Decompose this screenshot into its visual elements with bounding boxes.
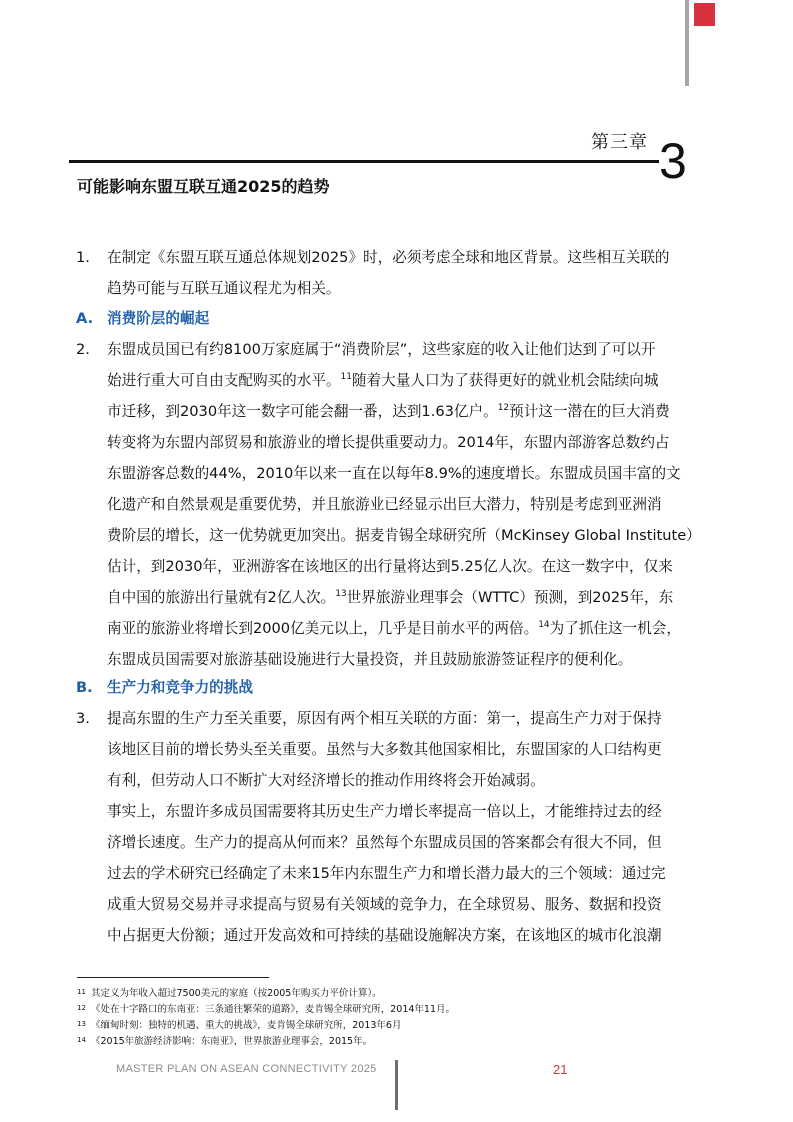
paragraph-line: 在制定《东盟互联互通总体规划2025》时，必须考虑全球和地区背景。这些相互关联的 bbox=[107, 249, 670, 266]
chapter-label: 第三章 bbox=[591, 132, 648, 153]
paragraph-line: 南亚的旅游业将增长到2000亿美元以上，几乎是目前水平的两倍。$^{14}$为了抓住这一机会， bbox=[107, 620, 681, 637]
red-corner-marker bbox=[694, 3, 715, 26]
page-number: 21 bbox=[553, 1062, 568, 1077]
paragraph-line: 东盟成员国需要对旅游基础设施进行大量投资，并且鼓励旅游签证程序的便利化。 bbox=[107, 651, 633, 668]
paragraph-line: 中占据更大份额；通过开发高效和可持续的基础设施解决方案，在该地区的城市化浪潮 bbox=[107, 927, 662, 944]
section-letter: A. bbox=[76, 310, 94, 327]
footnote: 13 《缅甸时刻：独特的机遇、重大的挑战》，麦肯锡全球研究所，2013年6月 bbox=[77, 1020, 402, 1031]
chapter-number: 3 bbox=[659, 133, 687, 189]
paragraph-line: 东盟成员国已有约8100万家庭属于“消费阶层”，这些家庭的收入让他们达到了可以开 bbox=[107, 341, 656, 358]
footnote-ref: 13 bbox=[335, 589, 347, 599]
top-decor-bar bbox=[685, 0, 689, 86]
paragraph-line: 化遗产和自然景观是重要优势，并且旅游业已经显示出巨大潜力，特别是考虑到亚洲消 bbox=[107, 496, 662, 513]
footer-divider-bar bbox=[395, 1060, 398, 1110]
paragraph-line: 始进行重大可自由支配购买的水平。$^{11}$随着大量人口为了获得更好的就业机会陆续向城 bbox=[107, 372, 659, 389]
paragraph-line: 费阶层的增长，这一优势就更加突出。据麦肯锡全球研究所（McKinsey Global Institute） bbox=[107, 527, 701, 544]
chapter-title: 可能影响东盟互联互通2025的趋势 bbox=[77, 177, 330, 196]
footnote-ref: 12 bbox=[497, 403, 510, 413]
footnote-divider bbox=[77, 977, 269, 978]
section-letter: B. bbox=[76, 679, 93, 696]
paragraph-line: 东盟游客总数的44%，2010年以来一直在以每年8.9%的速度增长。东盟成员国丰富的文 bbox=[107, 465, 681, 482]
section-title: 消费阶层的崛起 bbox=[107, 310, 210, 327]
paragraph-line: 事实上，东盟许多成员国需要将其历史生产力增长率提高一倍以上，才能维持过去的经 bbox=[107, 803, 662, 820]
footnote: 11 其定义为年收入超过7500美元的家庭（按2005年购买力平价计算）。 bbox=[77, 988, 382, 999]
paragraph-line: 有利，但劳动人口不断扩大对经济增长的推动作用终将会开始减弱。 bbox=[107, 772, 545, 789]
footnote-ref: 11 bbox=[340, 372, 352, 382]
paragraph-line: 济增长速度。生产力的提高从何而来？虽然每个东盟成员国的答案都会有很大不同，但 bbox=[107, 834, 662, 851]
paragraph-line: 成重大贸易交易并寻求提高与贸易有关领域的竞争力，在全球贸易、服务、数据和投资 bbox=[107, 896, 662, 913]
section-title: 生产力和竞争力的挑战 bbox=[107, 679, 253, 696]
chapter-title-rule bbox=[69, 160, 659, 163]
paragraph-number: 1. bbox=[76, 249, 90, 266]
footer-document-title: MASTER PLAN ON ASEAN CONNECTIVITY 2025 bbox=[116, 1063, 377, 1075]
paragraph-number: 2. bbox=[76, 341, 90, 358]
footnote: 14 《2015年旅游经济影响：东南亚》，世界旅游业理事会，2015年。 bbox=[77, 1036, 373, 1047]
paragraph-line: 提高东盟的生产力至关重要，原因有两个相互关联的方面：第一，提高生产力对于保持 bbox=[107, 710, 662, 727]
paragraph-line: 转变将为东盟内部贸易和旅游业的增长提供重要动力。2014年，东盟内部游客总数约占 bbox=[107, 434, 670, 451]
paragraph-line: 该地区目前的增长势头至关重要。虽然与大多数其他国家相比，东盟国家的人口结构更 bbox=[107, 741, 662, 758]
paragraph-line: 自中国的旅游出行量就有2亿人次。$^{13}$世界旅游业理事会（WTTC）预测，到2025年，东 bbox=[107, 589, 674, 606]
footnote-ref: 14 bbox=[538, 620, 550, 630]
paragraph-line: 市迁移，到2030年这一数字可能会翻一番，达到1.63亿户。$^{12}$预计这一潜在的巨大消费 bbox=[107, 403, 670, 420]
paragraph-line: 趋势可能与互联互通议程尤为相关。 bbox=[107, 280, 341, 297]
paragraph-line: 估计，到2030年，亚洲游客在该地区的出行量将达到5.25亿人次。在这一数字中，仅来 bbox=[107, 558, 673, 575]
footnote: 12 《处在十字路口的东南亚：三条通往繁荣的道路》，麦肯锡全球研究所，2014年11月。 bbox=[77, 1004, 456, 1015]
paragraph-line: 过去的学术研究已经确定了未来15年内东盟生产力和增长潜力最大的三个领域：通过完 bbox=[107, 865, 666, 882]
paragraph-number: 3. bbox=[76, 710, 90, 727]
